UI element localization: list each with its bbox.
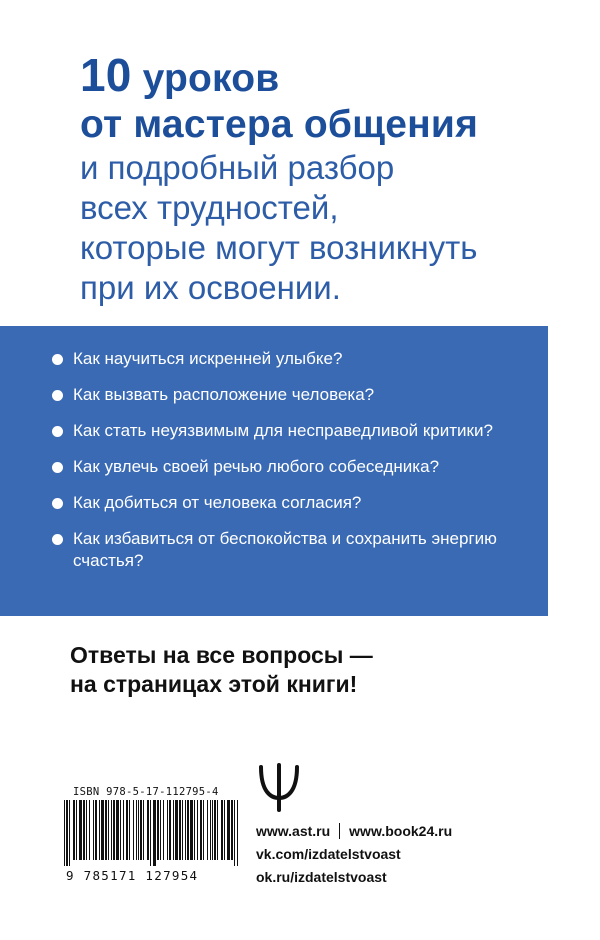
- bullet-icon: [52, 498, 63, 509]
- headline: [80, 49, 479, 308]
- question-text: Как увлечь своей речью любого собеседника?: [73, 457, 440, 476]
- bullet-icon: [52, 354, 63, 365]
- links-row-1: [256, 820, 452, 843]
- link-vk[interactable]: vk.com/izdatelstvoast: [256, 846, 401, 862]
- headline-line-1: [80, 49, 478, 102]
- question-item: [52, 492, 532, 514]
- question-item: [52, 348, 532, 370]
- link-book24[interactable]: www.book24.ru: [349, 823, 453, 839]
- bullet-icon: [52, 426, 63, 437]
- question-item: [52, 456, 532, 478]
- question-item: [52, 528, 532, 572]
- subtitle-line: при их освоении.: [80, 269, 341, 306]
- link-ast[interactable]: www.ast.ru: [256, 823, 331, 839]
- question-text: Как стать неуязвимым для несправедливой критики?: [73, 421, 493, 440]
- bullet-icon: [52, 390, 63, 401]
- answers-tagline: [70, 641, 373, 699]
- subtitle-line: всех трудностей,: [80, 189, 339, 226]
- headline-line-2: от мастера общения: [80, 103, 479, 146]
- barcode-digits: 9 785171 127954: [66, 868, 199, 883]
- question-text: Как избавиться от беспокойства и сохранить энергию счастья?: [73, 529, 497, 570]
- barcode: [62, 800, 242, 866]
- isbn-label: ISBN 978-5-17-112795-4: [73, 786, 219, 798]
- answers-line-2: на страницах этой книги!: [70, 671, 358, 697]
- question-item: [52, 420, 532, 442]
- psi-icon: [257, 762, 301, 812]
- subtitle-line: и подробный разбор: [80, 149, 395, 186]
- question-item: [52, 384, 532, 406]
- questions-list: [52, 348, 532, 586]
- question-text: Как вызвать расположение человека?: [73, 385, 375, 404]
- subtitle-line: которые могут возникнуть: [80, 229, 478, 266]
- bullet-icon: [52, 534, 63, 545]
- divider: [339, 823, 340, 839]
- questions-panel: [0, 326, 548, 616]
- headline-number: 10: [80, 49, 132, 101]
- answers-line-1: Ответы на все вопросы —: [70, 642, 373, 668]
- question-text: Как добиться от человека согласия?: [73, 493, 362, 512]
- publisher-links: [256, 820, 452, 889]
- headline-line-1-rest: уроков: [142, 57, 280, 100]
- bullet-icon: [52, 462, 63, 473]
- question-text: Как научиться искренней улыбке?: [73, 349, 343, 368]
- link-ok[interactable]: ok.ru/izdatelstvoast: [256, 869, 387, 885]
